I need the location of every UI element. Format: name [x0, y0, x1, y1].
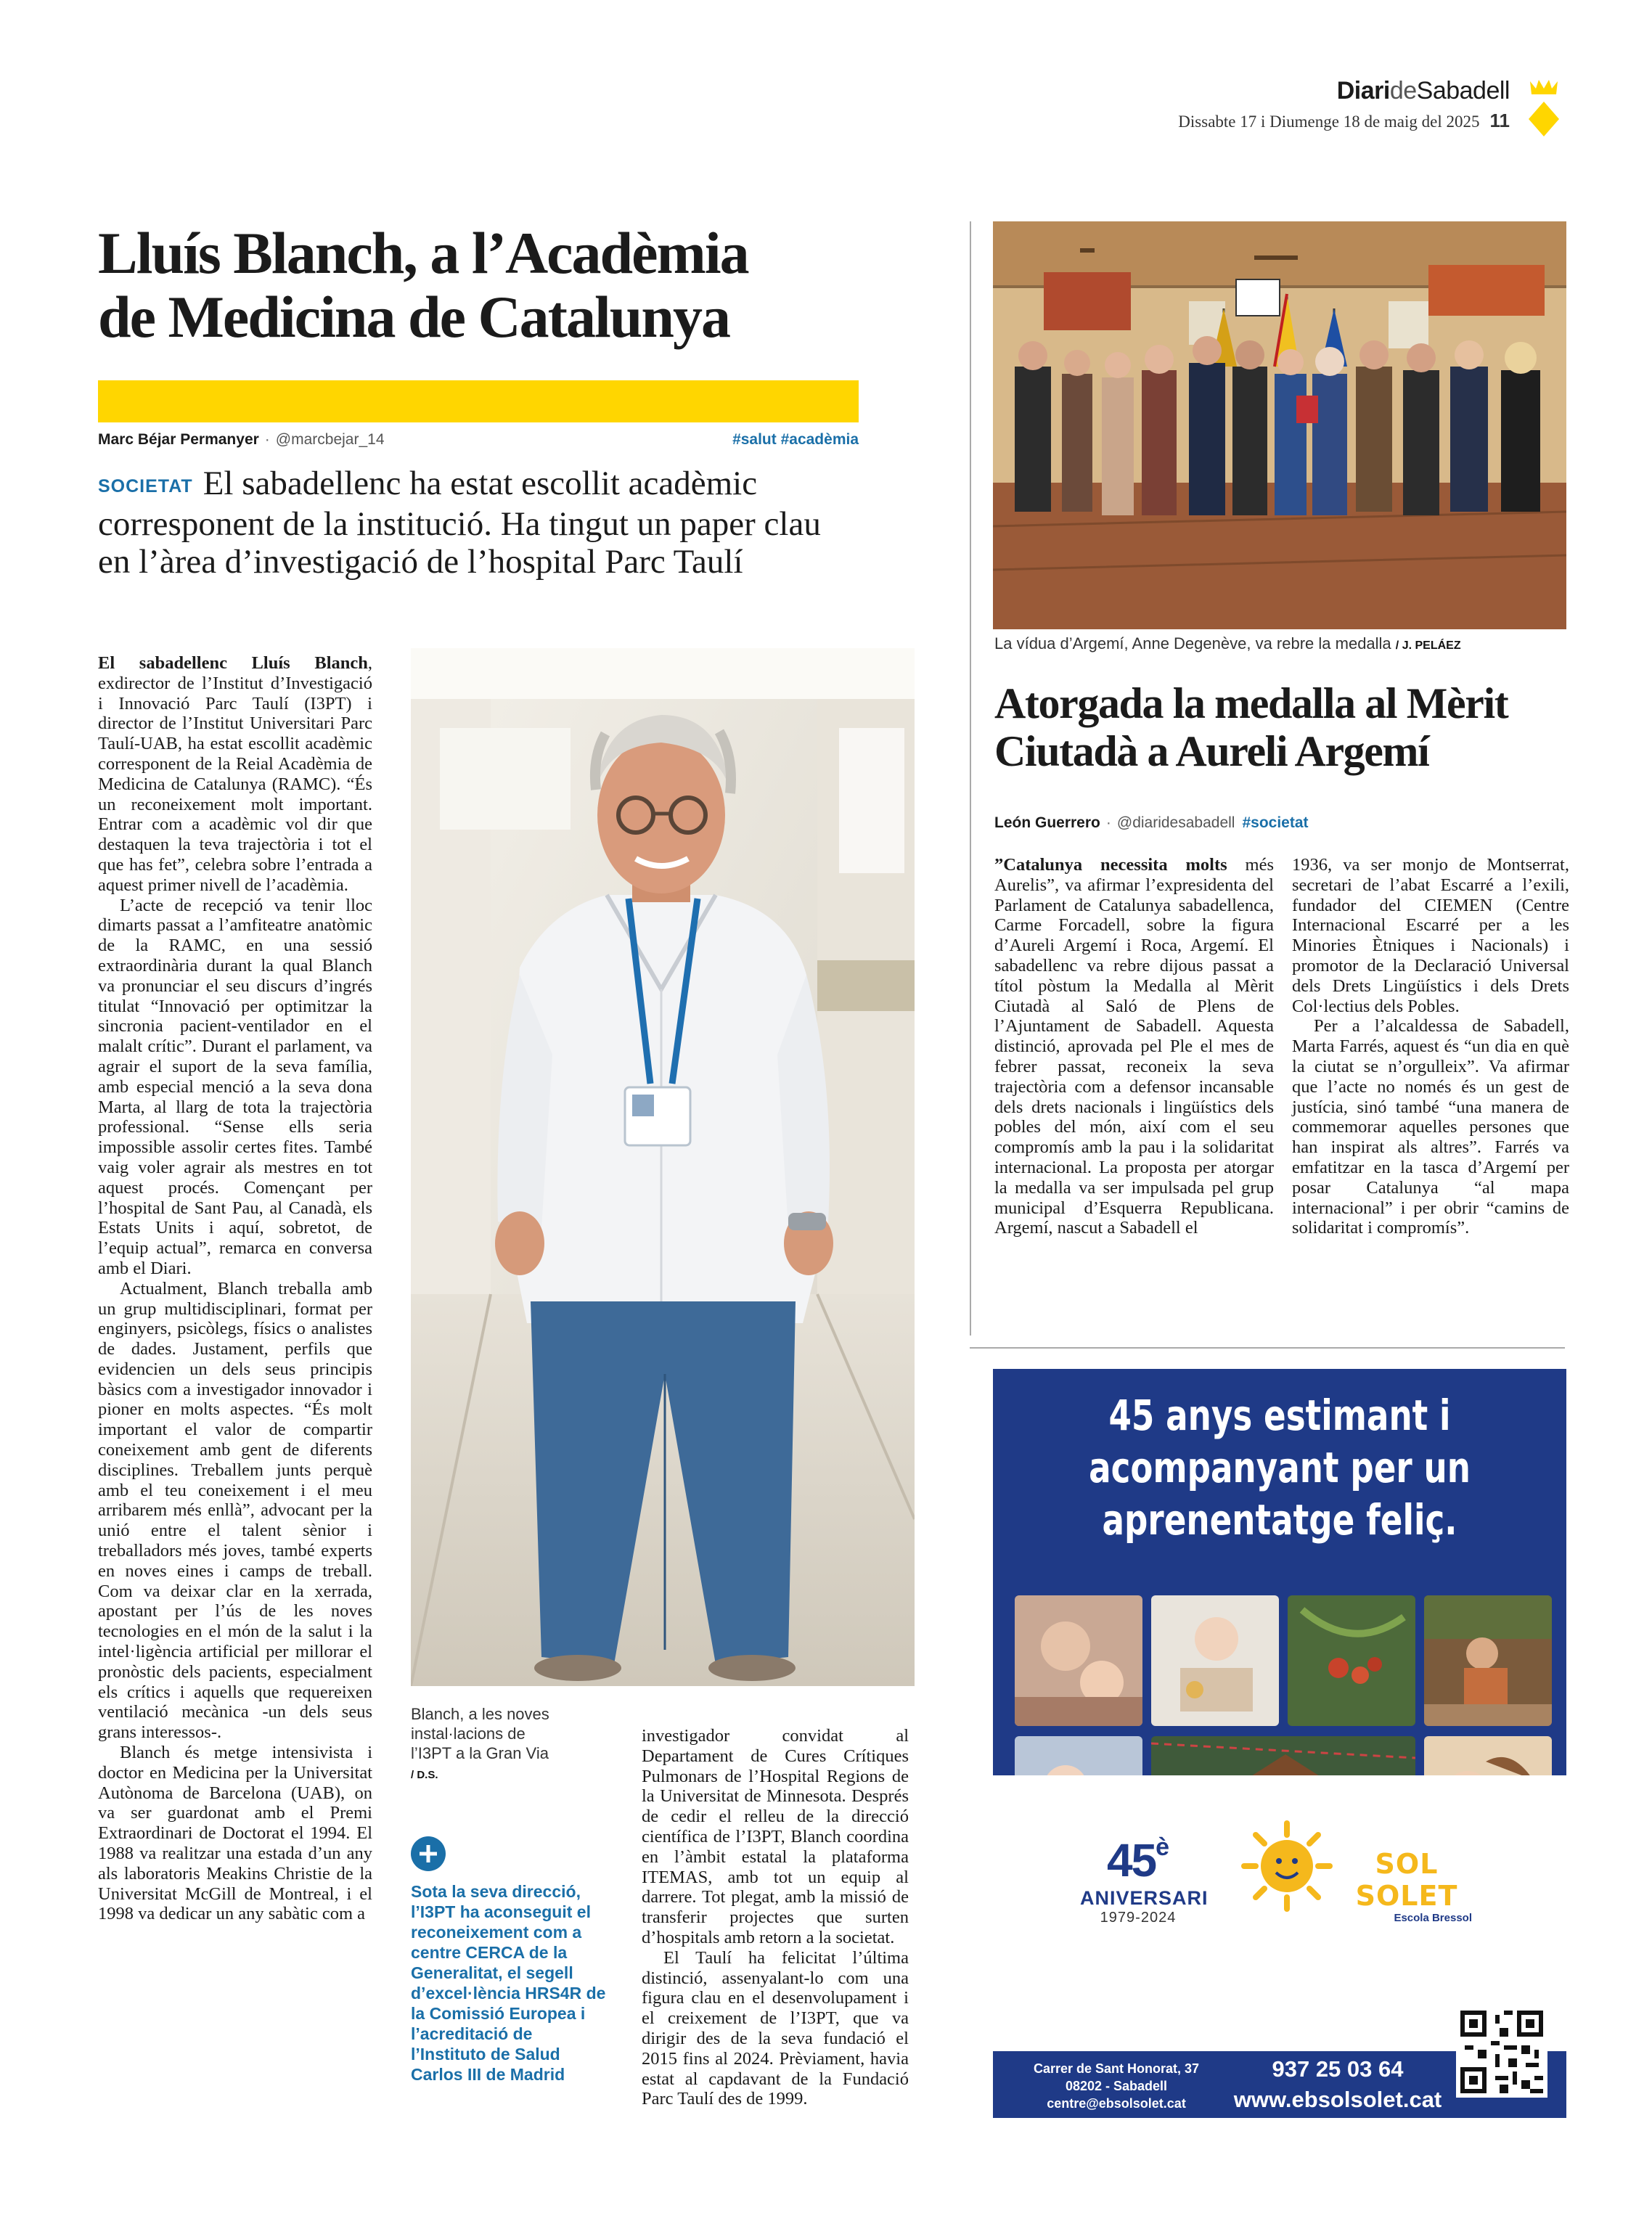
- article-tags[interactable]: #salut #acadèmia: [732, 431, 859, 448]
- plus-icon: [411, 1836, 446, 1871]
- ad-headline: 45 anys estimant i acompanyant per un aprenentatge feliç.: [1089, 1391, 1471, 1545]
- ad-contact: [1232, 2054, 1443, 2115]
- lead-in: El sabadellenc Lluís Blanch: [98, 653, 368, 673]
- headline-accent-bar: [98, 380, 859, 422]
- column-divider: [970, 221, 971, 1336]
- masthead: [1178, 77, 1510, 132]
- ad-address: Carrer de Sant Honorat, 37 08202 - Sabadell centre@ebsolsolet.cat: [1007, 2060, 1225, 2112]
- ad-photo: [1015, 1595, 1142, 1726]
- dateline: [1178, 110, 1510, 132]
- author-name: León Guerrero: [994, 814, 1100, 831]
- article-body-column-1: El sabadellenc Lluís Blanch, exdirector de l’Institut d’Investigació i Innovació Parc Taulí (I3PT) i director de l’Institut Universitari Parc Taulí-UAB, ha estat escollit acadèmic corresponent de la Reial Acadèmia de Medicina de Catalunya (RAMC). “És un reconeixement molt important. Entrar com a acadèmic vol dir que destaquen la teva trajectòria i tot el que has fet”, celebra sobre l’entrada a aquest primer nivell de l’acadèmia. L’acte de recepció va tenir lloc dimarts passat a l’amfiteatre anatòmic de la RAMC, en una sessió extraordinària durant la qual Blanch va pronunciar el seu discurs d’ingrés titulat “Innovació per optimitzar la sincronia pacient-ventilador en el malalt crític”. Durant el parlament, va agrair el suport de la seva família, amb especial menció a la seva dona Marta, al llarg de tota la trajectòria professional. “Sense ells seria impossible assolir certes fites. També vaig voler agrair als mestres en tot aquest procés. Començant per l’hospital de Sant Pau, al Canadà, els Estats Units i aquí, sobretot, de l’equip actual”, remarca en conversa amb el Diari. Actualment, Blanch treballa amb un grup multidisciplinari, format per enginyers, psicòlegs, físics o analistes de dades. Justament, perfils que evidencien un dels seus principis bàsics com a investigador innovador i pioner en molts aspectes. “És molt important el valor de compartir coneixement amb gent de diferents disciplines. Treballem junts perquè amb el teu coneixement i el meu arribarem més enllà”, advocant per la unió entre el talent sènior i treballadors més joves, també experts en noves eines i camps de treball. Com va deixar clar en la xerrada, apostant per l’ús de les noves tecnologies en el món de la salut i la intel·ligència artificial per millorar el pronòstic dels pacients, especialment els crítics i aquells que requereixen ventilació mecànica -un dels seus grans interessos-. Blanch és metge intensivista i doctor en Medicina per la Universitat Autònoma de Barcelona (UAB), on va ser guardonat amb el Premi Extraordinari de Doctorat el 1994. El 1988 va realitzar una estada d’un any als laboratoris Meakins Christie de la Universitat McGill de Montreal, i el 1998 va dedicar un any sabàtic com a: [98, 653, 372, 1924]
- advertisement[interactable]: [993, 1369, 1566, 2116]
- paragraph: Actualment, Blanch treballa amb un grup multidisciplinari, format per enginyers, psicòlegs, físics o analistes de dades. Justament, perfils que evidencien un dels seus principis bàsics com a investigador innovador i pioner en molts aspectes. “És molt important el valor de compartir coneixement amb gent de diferents disciplines. Treballem junts perquè amb el teu coneixement i el meu arribarem més enllà”, advocant per la unió entre el talent sènior i treballadors més joves, també experts en noves eines i camps de treball. Com va deixar clar en la xerrada, apostant per l’ús de les noves tecnologies en el món de la salut i la intel·ligència artificial per millorar el pronòstic dels pacients, especialment els crítics i aquells que requereixen ventilació mecànica -un dels seus grans interessos-.: [98, 1278, 372, 1743]
- ad-photo: [1424, 1595, 1552, 1726]
- article-byline: León Guerrero · @diaridesabadell #societat: [994, 814, 1309, 831]
- article-tags[interactable]: #societat: [1242, 814, 1309, 831]
- ad-website[interactable]: www.ebsolsolet.cat: [1233, 2087, 1442, 2112]
- page-number: 11: [1489, 110, 1510, 131]
- ad-contact-bar: [993, 2051, 1566, 2118]
- photo-credit: / J. PELÁEZ: [1395, 639, 1461, 652]
- article-standfirst: SOCIETAT El sabadellenc ha estat escollit acadèmic corresponent de la institució. Ha tingut un paper clau en l’àrea d’investigació de l’hospital Parc Taulí: [98, 465, 821, 581]
- crown-crest-icon: [1527, 78, 1561, 138]
- photo-caption: Blanch, a les noves instal·lacions de l’I3PT a la Gran Via / D.S.: [411, 1705, 549, 1781]
- article-headline: Lluís Blanch, a l’Acadèmia de Medicina de Catalunya: [98, 220, 748, 350]
- issue-date: Dissabte 17 i Diumenge 18 de maig del 2025: [1178, 113, 1480, 131]
- highlight-box: Sota la seva direcció, l’I3PT ha aconseguit el reconeixement com a centre CERCA de la Generalitat, el segell d’excel·lència HRS4R de la Comissió Europea i l’acreditació de l’Instituto de Salud Carlos III de Madrid: [411, 1882, 606, 2084]
- paragraph: 1936, va ser monjo de Montserrat, secretari de l’abat Escarré a l’exili, fundador del CIEMEN (Centre Internacional Escarré per a les Minories Ètniques i Nacionals) i promotor de la Declaració Universal dels Drets Lingüístics i dels Drets Col·lectius dels Pobles.: [1292, 855, 1569, 1016]
- article-body-column-3: [642, 1726, 909, 2109]
- qr-code-icon[interactable]: [1456, 2006, 1547, 2098]
- ad-email[interactable]: centre@ebsolsolet.cat: [1047, 2096, 1186, 2111]
- lead-in: ”Catalunya necessita molts: [994, 855, 1227, 875]
- paragraph: El Taulí ha felicitat l’última distinció, assenyalant-lo com una figura clau en el desenvolupament i el creixement de l’I3PT, que va dirigir des de la seva fundació el 2015 fins al 2024. Prèviament, havia estat al capdavant de la Fundació Parc Taulí des de 1999.: [642, 1947, 909, 2109]
- author-handle[interactable]: @diaridesabadell: [1116, 814, 1235, 831]
- paragraph: investigador convidat al Departament de Cures Crítiques Pulmonars de l’Hospital Regions de la Universitat de Minnesota. Després de cedir el relleu de la direcció científica de l’I3PT, Blanch coordina en l’àmbit estatal la plataforma ITEMAS, amb tot un equip al darrere. Tot plegat, amb la missió de transferir projectes que surten d’hospitals amb retorn a la societat.: [642, 1726, 909, 1947]
- paragraph: Per a l’alcaldessa de Sabadell, Marta Farrés, aquest és “un dia en què la ciutat se n’orgulleix”. Va afirmar que l’acte no només és un gest de justícia, sinó també “una manera de commemorar aquelles persones que han inspirat als altres”. Farrés va emfatitzar en la tasca d’Argemí per posar Catalunya “al mapa internacional” i per obrir “camins de solidaritat i compromís”.: [1292, 1016, 1569, 1238]
- article-body-column-4: ”Catalunya necessita molts més Aurelis”, va afirmar l’expresidenta del Parlament de Catalunya sabadellenca, Carme Forcadell, sobre la figura d’Aureli Argemí i Roca, Argemí. El sabadellenc va rebre dijous passat a títol pòstum la Medalla al Mèrit Ciutadà al Saló de Plens de l’Ajuntament de Sabadell. Aquesta distinció, aprovada pel Ple el mes de febrer passat, reconeix la seva trajectòria com a defensor incansable dels drets nacionals i lingüístics dels pobles del món, així com el seu compromís amb la pau i la solidaritat internacional. La proposta per atorgar la medalla va ser impulsada pel grup municipal d’Esquerra Republicana. Argemí, nascut a Sabadell el: [994, 855, 1274, 1238]
- anniversary-badge: 45è ANIVERSARI 1979-2024: [1080, 1833, 1209, 1926]
- photo-credit: / D.S.: [411, 1769, 438, 1781]
- ad-photo: [1288, 1595, 1415, 1726]
- portrait-photo: [411, 648, 915, 1686]
- paragraph: Blanch és metge intensivista i doctor en Medicina per la Universitat Autònoma de Barcelona (UAB), on va ser guardonat amb el Premi Extraordinari de Doctorat el 1994. El 1988 va realitzar una estada d’un any als laboratoris Meakins Christie de la Universitat McGill de Montreal, i el 1998 va dedicar un any sabàtic com a: [98, 1743, 372, 1924]
- author-handle[interactable]: @marcbejar_14: [275, 431, 385, 448]
- ad-phone[interactable]: 937 25 03 64: [1272, 2056, 1404, 2082]
- article-byline: Marc Béjar Permanyer · @marcbejar_14 #salut #acadèmia: [98, 431, 859, 448]
- newspaper-brand: DiarideSabadell: [1336, 77, 1510, 105]
- ceremony-photo: [993, 221, 1566, 629]
- ad-photo: [1151, 1595, 1279, 1726]
- article-headline: Atorgada la medalla al Mèrit Ciutadà a Aureli Argemí: [994, 679, 1508, 775]
- photo-caption: La vídua d’Argemí, Anne Degenève, va rebre la medalla / J. PELÁEZ: [994, 634, 1461, 653]
- school-logo-text: SOL SOLET Escola Bressol: [1355, 1848, 1472, 1924]
- section-divider: [970, 1347, 1565, 1349]
- article-body-column-5: [1292, 855, 1569, 1238]
- section-label: SOCIETAT: [98, 476, 193, 496]
- paragraph: L’acte de recepció va tenir lloc dimarts passat a l’amfiteatre anatòmic de la RAMC, en una sessió extraordinària durant la qual Blanch va pronunciar el seu discurs d’ingrés titulat “Innovació per optimitzar la sincronia pacient-ventilador en el malalt crític”. Durant el parlament, va agrair el suport de la seva família, amb especial menció a la seva dona Marta, al llarg de tota la trajectòria professional. “Sense ells seria impossible assolir certes fites. També vaig voler agrair als mestres en tot aquest procés. Començant per l’hospital de Sant Pau, al Canadà, els Estats Units i aquí, sobretot, de l’equip actual”, remarca en conversa amb el Diari.: [98, 895, 372, 1278]
- author-name: Marc Béjar Permanyer: [98, 431, 259, 448]
- sun-logo-icon: [1240, 1819, 1334, 1913]
